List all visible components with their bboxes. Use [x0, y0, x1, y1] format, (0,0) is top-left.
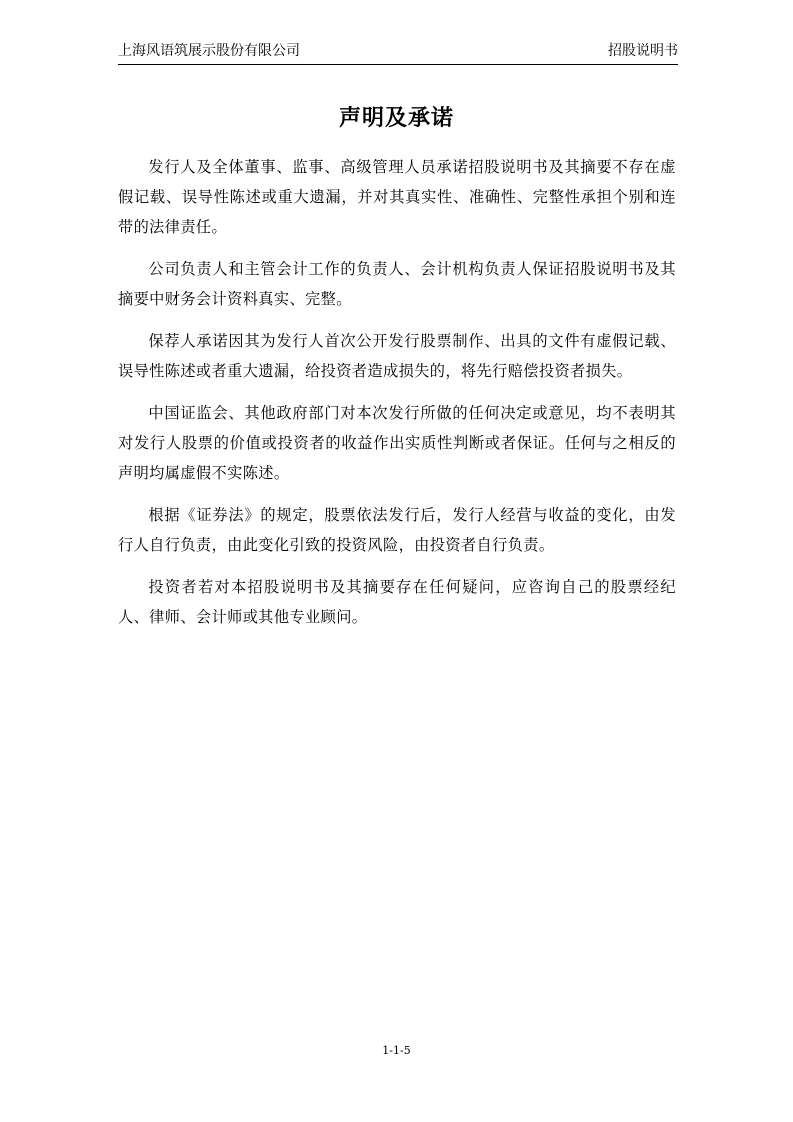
- page-title: 声明及承诺: [338, 106, 454, 131]
- paragraph-investment-risk: 根据《证券法》的规定，股票依法发行后，发行人经营与收益的变化，由发行人自行负责，由此变化引致的投资风险，由投资者自行负责。: [118, 506, 676, 554]
- page-header: [118, 38, 678, 65]
- paragraph-responsibility: 发行人及全体董事、监事、高级管理人员承诺招股说明书及其摘要不存在虚假记载、误导性陈述或重大遗漏，并对其真实性、准确性、完整性承担个别和连带的法律责任。: [118, 158, 676, 236]
- paragraph-sponsor-commitment: 保荐人承诺因其为发行人首次公开发行股票制作、出具的文件有虚假记载、误导性陈述或者重大遗漏，给投资者造成损失的，将先行赔偿投资者损失。: [118, 332, 676, 380]
- paragraph-financial-data: 公司负责人和主管会计工作的负责人、会计机构负责人保证招股说明书及其摘要中财务会计资料真实、完整。: [118, 260, 676, 308]
- paragraph-investor-advice: 投资者若对本招股说明书及其摘要存在任何疑问，应咨询自己的股票经纪人、律师、会计师或其他专业顾问。: [118, 578, 676, 626]
- page-number: 1-1-5: [382, 1044, 411, 1057]
- paragraph-regulator-disclaimer: 中国证监会、其他政府部门对本次发行所做的任何决定或意见，均不表明其对发行人股票的价值或投资者的收益作出实质性判断或者保证。任何与之相反的声明均属虚假不实陈述。: [118, 404, 676, 482]
- header-document-type: 招股说明书: [608, 43, 678, 59]
- header-company-name: 上海风语筑展示股份有限公司: [118, 43, 300, 59]
- statement-body: [118, 152, 676, 644]
